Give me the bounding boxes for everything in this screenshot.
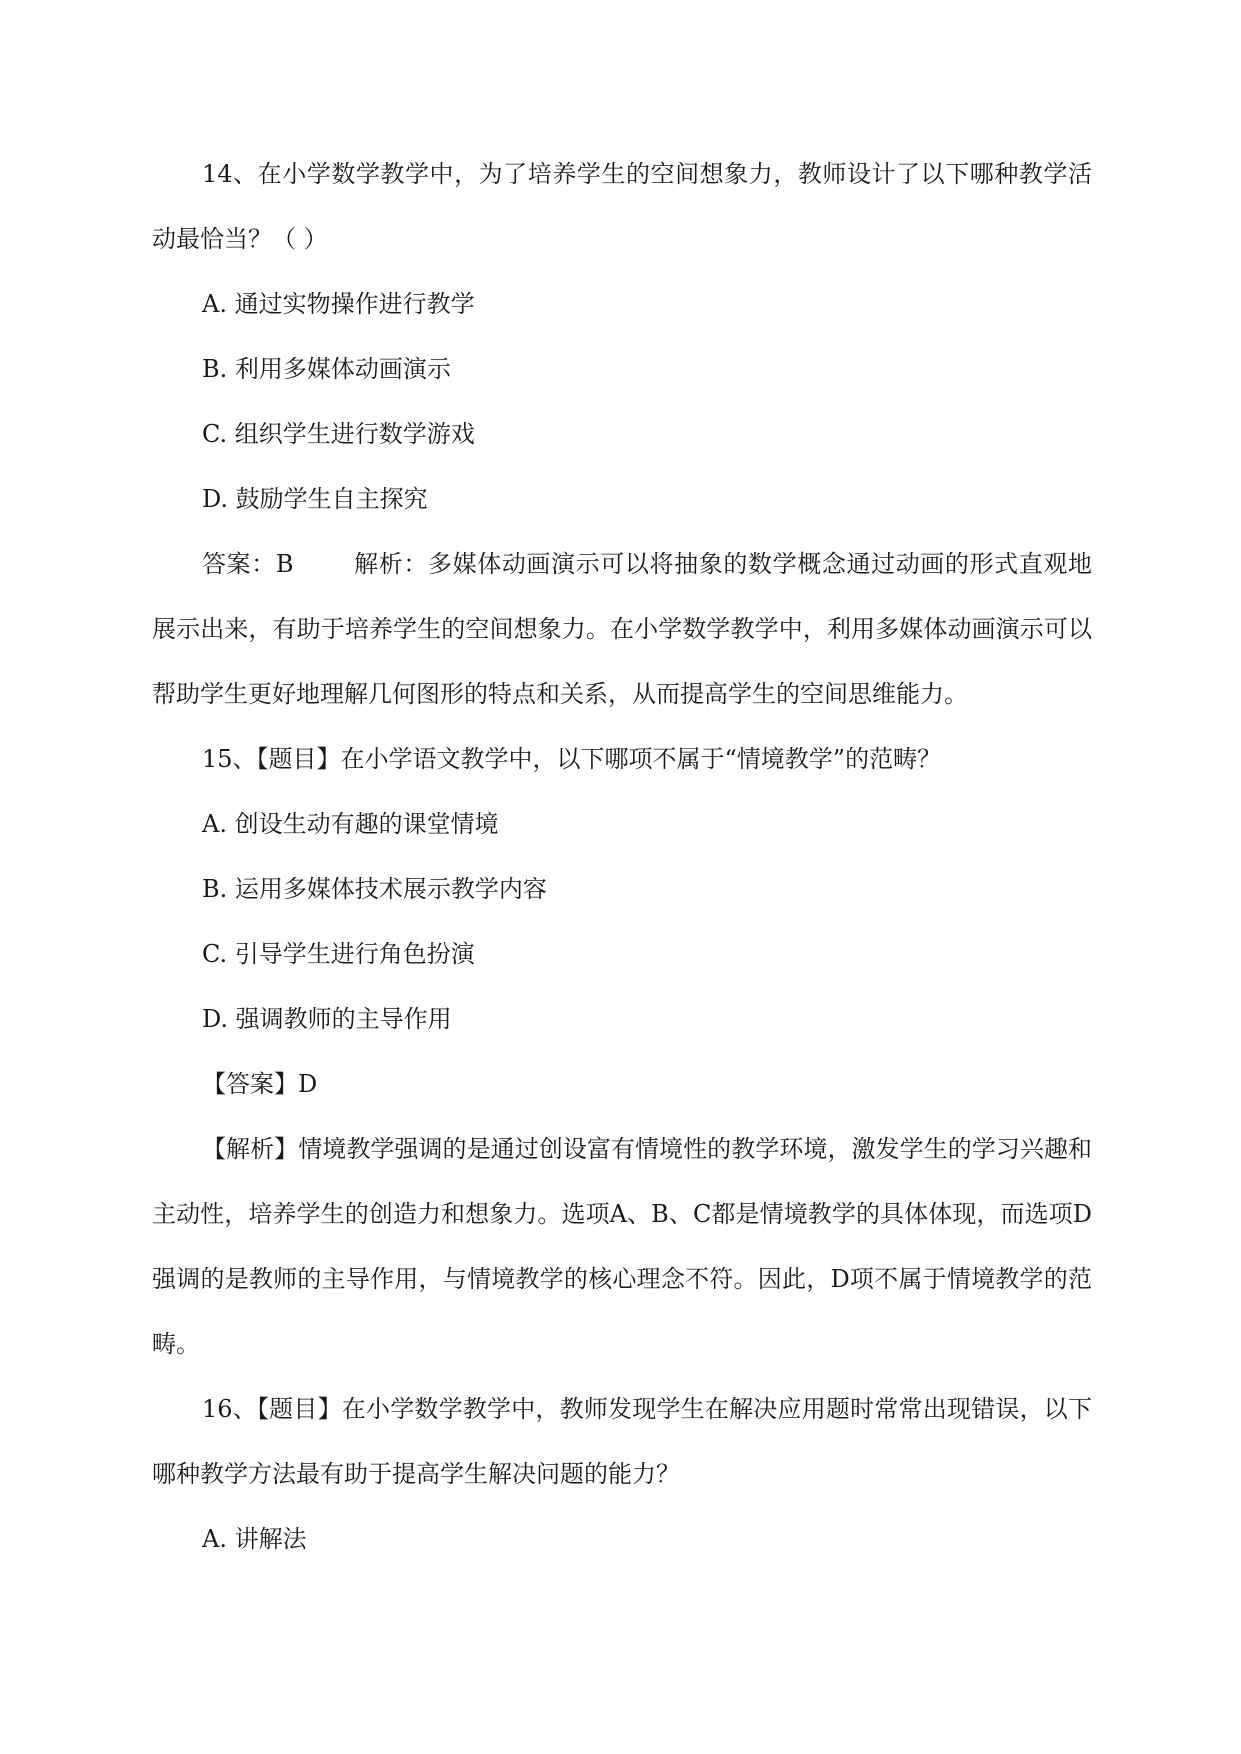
question-14-option-c: C. 组织学生进行数学游戏 xyxy=(202,420,475,448)
question-15-option-d: D. 强调教师的主导作用 xyxy=(202,1005,452,1033)
question-14-stem: 14、在小学数学教学中，为了培养学生的空间想象力，教师设计了以下哪种教学活动最恰当？（ ） xyxy=(152,160,1092,253)
question-14-answer-block xyxy=(152,532,1092,727)
question-16-stem: 16、【题目】在小学数学教学中，教师发现学生在解决应用题时常常出现错误，以下哪种教学方法最有助于提高学生解决问题的能力？ xyxy=(152,1395,1092,1488)
document-page xyxy=(152,142,1092,1572)
question-14-option-a: A. 通过实物操作进行教学 xyxy=(202,290,475,318)
question-14-option-d: D. 鼓励学生自主探究 xyxy=(202,485,428,513)
question-15-option-b: B. 运用多媒体技术展示教学内容 xyxy=(202,875,547,903)
question-15-option-a: A. 创设生动有趣的课堂情境 xyxy=(202,810,499,838)
question-15-answer: 【答案】D xyxy=(202,1070,318,1098)
question-15-option-c: C. 引导学生进行角色扮演 xyxy=(202,940,475,968)
question-15-stem: 15、【题目】在小学语文教学中，以下哪项不属于“情境教学”的范畴？ xyxy=(202,745,942,773)
question-14-analysis: 解析：多媒体动画演示可以将抽象的数学概念通过动画的形式直观地展示出来，有助于培养学生的空间想象力。在小学数学教学中，利用多媒体动画演示可以帮助学生更好地理解几何图形的特点和关系，从而提高学生的空间思维能力。 xyxy=(152,550,1093,708)
question-16-option-a: A. 讲解法 xyxy=(202,1525,307,1553)
question-14-answer: 答案：B xyxy=(202,550,294,578)
question-15-analysis: 【解析】情境教学强调的是通过创设富有情境性的教学环境，激发学生的学习兴趣和主动性，培养学生的创造力和想象力。选项A、B、C都是情境教学的具体体现，而选项D强调的是教师的主导作用，与情境教学的核心理念不符。因此，D项不属于情境教学的范畴。 xyxy=(152,1135,1092,1358)
question-14-option-b: B. 利用多媒体动画演示 xyxy=(202,355,451,383)
